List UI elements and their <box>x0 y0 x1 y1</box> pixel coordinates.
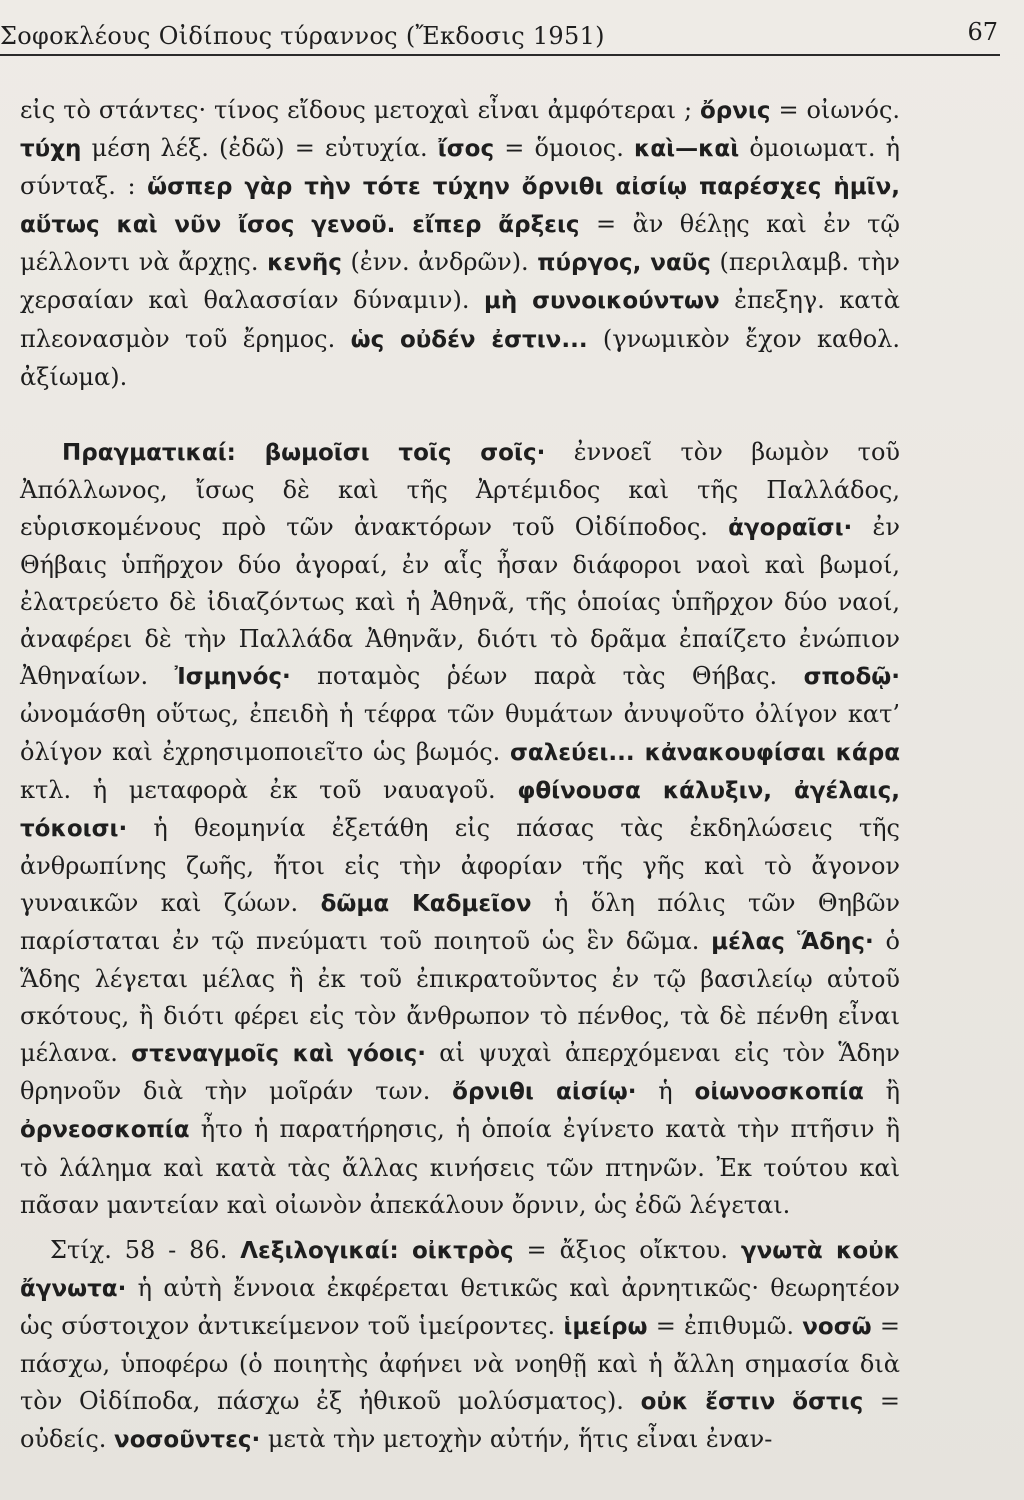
text-run: ἐννοεῖ τὸν βωμὸν τοῦ Ἀπόλλωνος, ἴσως δὲ καὶ τῆς Ἀρτέμιδος καὶ τῆς Παλλάδος, εὑρισκομένους πρὸ τῶν ἀνακτόρων τοῦ Οἰδίποδος. <box>20 437 900 541</box>
text-run: ἡ θεομηνία ἐξετάθη εἰς πάσας τὰς ἐκδηλώσεις τῆς ἀνθρωπίνης ζωῆς, ἤτοι εἰς τὴν ἀφορίαν τῆς γῆς καὶ τὸ ἄγονον γυναικῶν καὶ ζώων. <box>20 813 900 917</box>
text-run: ἐν Θήβαις ὑπῆρχον δύο ἀγοραί, ἐν αἷς ἦσαν διάφοροι ναοὶ καὶ βωμοί, ἐλατρεύετο δὲ ἰδιαζόντως καὶ ἡ Ἀθηνᾶ, τῆς ὁποίας ὑπῆρχον δύο ναοί, ἀναφέρει δὲ τὴν Παλλάδα Ἀθηνᾶν, διότι τὸ δρᾶμα ἐπαίζετο ἐνώπιον Ἀθηναίων. <box>20 512 900 691</box>
paragraph-factual-notes <box>20 434 900 1224</box>
text-run: = οἰωνός. <box>770 96 901 124</box>
text-run: = ὅμοιος. <box>494 134 634 163</box>
text-run: = οὐδείς. <box>20 1387 900 1454</box>
lemma-term: Λεξιλογικαί: οἰκτρὸς <box>240 1237 514 1264</box>
lemma-term: ἱμείρω <box>563 1313 648 1340</box>
text-run: = πάσχω, ὑποφέρω (ὁ ποιητὴς ἀφήνει νὰ νοηθῇ καὶ ἡ ἄλλη σημασία διὰ τὸν Οἰδίποδα, πάσχω ἐξ ἠθικοῦ μολύσματος). <box>20 1311 900 1416</box>
lemma-term: Πραγματικαί: βωμοῖσι τοῖς σοῖς· <box>62 439 546 466</box>
text-run: μετὰ τὴν μετοχὴν αὐτήν, ἥτις εἶναι ἐναν- <box>260 1425 773 1454</box>
page-number: 67 <box>967 18 998 46</box>
lemma-term: σαλεύει... κἀνακουφίσαι κάρα <box>509 739 900 766</box>
text-run: (γνωμικὸν ἔχον καθολ. ἀξίωμα). <box>20 324 900 391</box>
lemma-term: ἀγοραῖσι· <box>728 514 853 541</box>
text-run: (περιλαμβ. τὴν χερσαίαν καὶ θαλασσίαν δύναμιν). <box>20 248 901 315</box>
lemma-term: οὐκ ἔστιν ὅστις <box>640 1389 864 1416</box>
paragraph-lexical-notes <box>20 92 900 396</box>
lemma-term: μὴ συνοικούντων <box>483 288 720 315</box>
text-run: ἡ ὅλη πόλις τῶν Θηβῶν παρίσταται ἐν τῷ πνεύματι τοῦ ποιητοῦ ὡς ἓν δῶμα. <box>20 888 901 955</box>
text-run: ὠνομάσθη οὕτως, ἐπειδὴ ἡ τέφρα τῶν θυμάτων ἀνυψοῦτο ὀλίγον κατ’ ὀλίγον καὶ ἐχρησιμοποιεῖτο ὡς βωμός. <box>20 700 900 766</box>
lemma-term: πύργος, ναῦς <box>537 250 711 277</box>
text-run: ποταμὸς ῥέων παρὰ τὰς Θήβας. <box>290 662 804 691</box>
text-run: μέση λέξ. (ἐδῶ) = εὐτυχία. <box>81 134 438 163</box>
text-run: = ἐπιθυμῶ. <box>647 1311 803 1340</box>
text-run: ἢ <box>863 1077 900 1106</box>
lemma-term: νοσῶ <box>802 1313 872 1340</box>
lemma-term: μέλας Ἅδης· <box>711 928 874 955</box>
running-head <box>0 14 1000 56</box>
text-run: ἐπεξηγ. κατὰ πλεονασμὸν τοῦ ἔρημος. <box>20 286 900 353</box>
text-run: Στίχ. 58 - 86. <box>50 1235 241 1264</box>
lemma-term: Ἰσμηνός· <box>174 664 291 691</box>
lemma-term: ὀρνεοσκοπία <box>20 1117 190 1144</box>
text-run: ὁμοιωματ. ἡ σύνταξ. : <box>20 134 900 201</box>
commentary-text <box>20 92 900 1459</box>
lemma-term: σποδῷ· <box>803 664 900 691</box>
text-run: κτλ. ἡ μεταφορὰ ἐκ τοῦ ναυαγοῦ. <box>20 775 518 804</box>
text-run: (ἐνν. ἀνδρῶν). <box>341 248 538 277</box>
text-run: ἦτο ἡ παρατήρησις, ἡ ὁποία ἐγίνετο κατὰ τὴν πτῆσιν ἢ τὸ λάλημα καὶ κατὰ τὰς ἄλλας κινήσεις τῶν πτηνῶν. Ἐκ τούτου καὶ πᾶσαν μαντείαν καὶ οἰωνὸν ἀπεκάλουν ὄρνιν, ὡς ἐδῶ λέγεται. <box>20 1115 900 1219</box>
text-run: = ἄξιος οἴκτου. <box>513 1235 741 1264</box>
lemma-term: καὶ—καὶ <box>633 136 740 163</box>
text-run: ὁ Ἅδης λέγεται μέλας ἢ ἐκ τοῦ ἐπικρατοῦντος ἐν τῷ βασιλείῳ αὐτοῦ σκότους, ἢ διότι φέρει εἰς τὸν ἄνθρωπον τὸ πένθος, τὰ δὲ πένθη εἶναι μέλανα. <box>20 926 901 1068</box>
text-run: αἱ ψυχαὶ ἀπερχόμεναι εἰς τὸν Ἅδην θρηνοῦν διὰ τὴν μοῖράν των. <box>20 1039 900 1106</box>
lemma-term: οἰωνοσκοπία <box>694 1079 864 1106</box>
text-run: ἡ αὐτὴ ἔννοια ἐκφέρεται θετικῶς καὶ ἀρνητικῶς· θεωρητέον ὡς σύστοιχον ἀντικείμενον τοῦ ἱμείροντες. <box>20 1273 900 1340</box>
lemma-term: νοσοῦντες· <box>114 1427 261 1454</box>
text-run: = ἂν θέλῃς καὶ ἐν τῷ μέλλοντι νὰ ἄρχῃς. <box>20 210 901 277</box>
lemma-term: φθίνουσα κάλυξιν, ἀγέλαις, τόκοισι· <box>20 777 901 842</box>
lemma-term: ὄρνις <box>700 98 771 124</box>
lemma-term: στεναγμοῖς καὶ γόοις· <box>131 1041 427 1068</box>
lemma-term: ὄρνιθι αἰσίῳ· <box>452 1079 637 1106</box>
lemma-term: κενῆς <box>267 250 342 277</box>
lemma-term: ὥσπερ γὰρ τὴν τότε τύχην ὄρνιθι αἰσίῳ παρέσχες ἡμῖν, αὕτως καὶ νῦν ἴσος γενοῦ. εἴπερ ἄρξεις <box>20 174 900 239</box>
lemma-term: ὡς οὐδέν ἐστιν... <box>350 326 588 353</box>
header-title: Σοφοκλέους Οἰδίπους τύραννος (Ἔκδοσις 1951) <box>0 22 605 50</box>
lemma-term: γνωτὰ κοὐκ ἄγνωτα· <box>20 1237 901 1302</box>
paragraph-verses-58-86 <box>20 1232 900 1460</box>
text-run: εἰς τὸ στάντες· τίνος εἴδους μετοχαὶ εἶναι ἀμφότεραι ; <box>20 96 700 124</box>
text-run: ἡ <box>636 1077 695 1106</box>
lemma-term: δῶμα Καδμεῖον <box>320 890 532 917</box>
lemma-term: τύχη <box>20 136 82 163</box>
lemma-term: ἴσος <box>437 136 495 163</box>
